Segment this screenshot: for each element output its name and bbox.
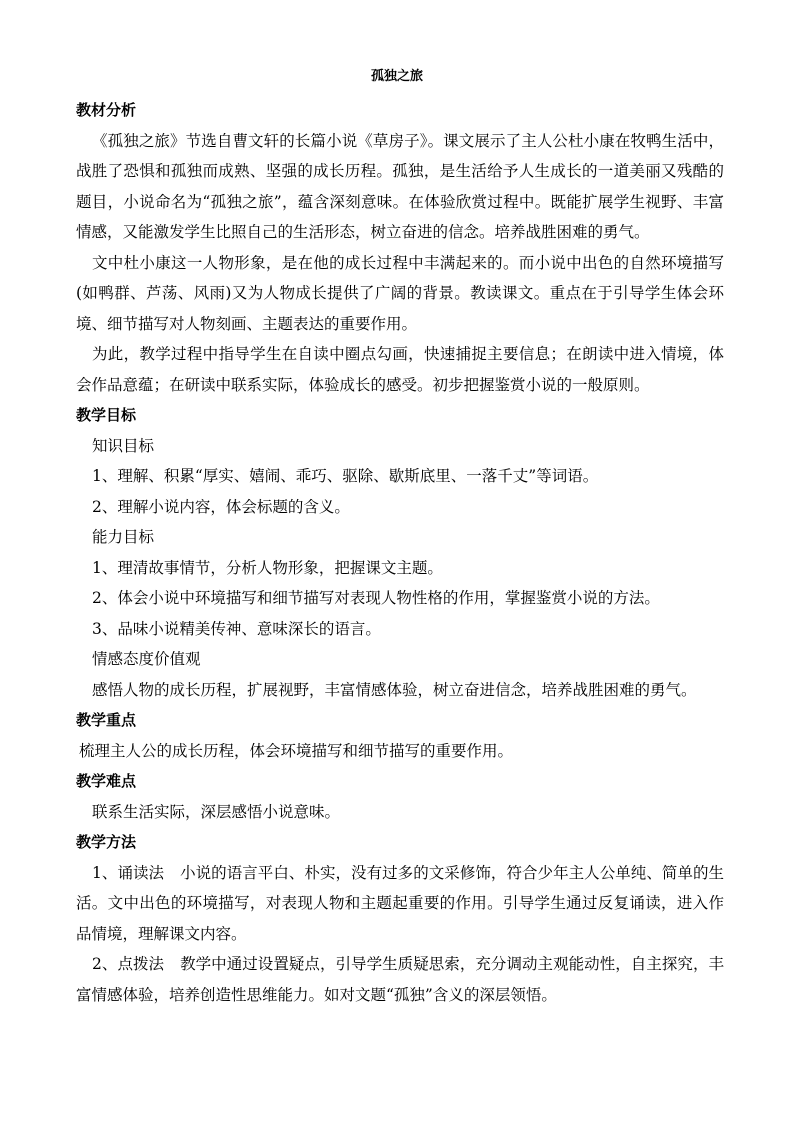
method-item-1-text: 小说的语言平白、朴实，没有过多的文采修饰，符合少年主人公单纯、简单的生活。文中出色的环境描写，对表现人物和主题起重要的作用。引导学生通过反复诵读，进入作品情境，理解课文内容。 bbox=[76, 863, 724, 943]
method-item-2 bbox=[76, 949, 724, 1010]
goal-ability-item-3: 3、品味小说精美传神、意味深长的语言。 bbox=[92, 619, 381, 638]
analysis-paragraph-2: 文中杜小康这一人物形象，是在他的成长过程中丰满起来的。而小说中出色的自然环境描写(如鸭群、芦荡、风雨)又为人物成长提供了广阔的背景。教读课文。重点在于引导学生体会环境、细节描写对人物刻画、主题表达的重要作用。 bbox=[76, 253, 724, 333]
key-points-text: 梳理主人公的成长历程，体会环境描写和细节描写的重要作用。 bbox=[79, 741, 514, 760]
document-title: 孤独之旅 bbox=[370, 69, 423, 84]
section-heading-difficulties: 教学难点 bbox=[76, 772, 137, 790]
method-item-2-text: 教学中通过设置疑点，引导学生质疑思索，充分调动主观能动性，自主探究，丰富情感体验，培养创造性思维能力。如对文题“孤独”含义的深层领悟。 bbox=[76, 955, 724, 1004]
document-body bbox=[76, 95, 724, 1010]
goal-knowledge-item-1: 1、理解、积累“厚实、嬉闹、乖巧、驱除、歇斯底里、一落千丈”等词语。 bbox=[92, 467, 599, 485]
section-heading-analysis: 教材分析 bbox=[76, 101, 137, 119]
goal-ability-item-1: 1、理清故事情节，分析人物形象，把握课文主题。 bbox=[92, 558, 443, 577]
method-item-2-label: 2、点拨法 bbox=[92, 955, 165, 973]
goal-knowledge-label: 知识目标 bbox=[92, 436, 155, 455]
goal-ability-label: 能力目标 bbox=[92, 528, 155, 546]
difficulties-text: 联系生活实际，深层感悟小说意味。 bbox=[92, 802, 341, 821]
goal-emotion-label: 情感态度价值观 bbox=[92, 650, 201, 668]
method-item-1-label: 1、诵读法 bbox=[92, 863, 165, 882]
goal-knowledge-item-2: 2、理解小说内容，体会标题的含义。 bbox=[92, 497, 350, 516]
section-heading-goals: 教学目标 bbox=[76, 406, 137, 424]
goal-ability-item-2: 2、体会小说中环境描写和细节描写对表现人物性格的作用，掌握鉴赏小说的方法。 bbox=[92, 589, 660, 607]
analysis-paragraph-3: 为此，教学过程中指导学生在自读中圈点勾画，快速捕捉主要信息；在朗读中进入情境，体会作品意蕴；在研读中联系实际，体验成长的感受。初步把握鉴赏小说的一般原则。 bbox=[76, 345, 724, 394]
analysis-paragraph-1: 《孤独之旅》节选自曹文轩的长篇小说《草房子》。课文展示了主人公杜小康在牧鸭生活中，战胜了恐惧和孤独而成熟、坚强的成长历程。孤独，是生活给予人生成长的一道美丽又残酷的题目，小说命名为“孤独之旅”，蕴含深刻意味。在体验欣赏过程中。既能扩展学生视野、丰富情感，又能激发学生比照自己的生活形态，树立奋进的信念。培养战胜困难的勇气。 bbox=[76, 131, 724, 241]
method-item-1 bbox=[76, 858, 724, 950]
section-heading-methods: 教学方法 bbox=[76, 833, 137, 851]
section-heading-key-points: 教学重点 bbox=[76, 711, 137, 729]
goal-emotion-text: 感悟人物的成长历程，扩展视野，丰富情感体验，树立奋进信念，培养战胜困难的勇气。 bbox=[92, 680, 697, 699]
